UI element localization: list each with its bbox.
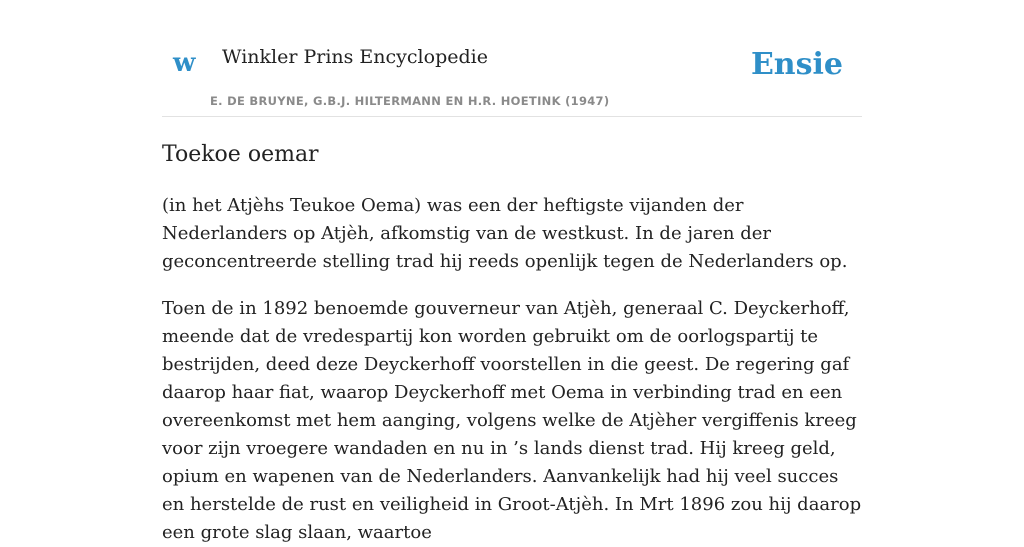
- article-title: Toekoe oemar: [162, 142, 319, 167]
- site-title[interactable]: Winkler Prins Encyclopedie: [222, 46, 488, 68]
- ensie-logo-link[interactable]: Ensie: [750, 47, 843, 82]
- article-paragraph: (in het Atjèhs Teukoe Oema) was een der heftigste vijanden der Nederlanders op Atjèh, afkomstig van de westkust. In de jaren der geconcentreerde stelling trad hij reeds openlijk tegen de Nederlanders op.: [162, 195, 848, 272]
- article-paragraph: Toen de in 1892 benoemde gouverneur van Atjèh, generaal C. Deyckerhoff, meende dat de vredespartij kon worden gebruikt om de oorlogspartij te bestrijden, deed deze Deyckerhoff voorstellen in die geest. De regering gaf daarop haar fiat, waarop Deyckerhoff met Oema in verbinding trad en een overeenkomst met hem aanging, volgens welke de Atjèher vergiffenis kreeg voor zijn vroegere wandaden en nu in ’s lands dienst trad. Hij kreeg geld, opium en wapenen van de Nederlanders. Aanvankelijk had hij veel succes en herstelde de rust en veiligheid in Groot-Atjèh. In Mrt 1896 zou hij daarop een grote slag slaan, waartoe: [162, 298, 862, 543]
- article: [162, 140, 862, 547]
- site-header: [162, 0, 862, 117]
- authors-line: E. DE BRUYNE, G.B.J. HILTERMANN EN H.R. HOETINK (1947): [210, 94, 610, 108]
- winkler-prins-logo[interactable]: w: [173, 48, 196, 78]
